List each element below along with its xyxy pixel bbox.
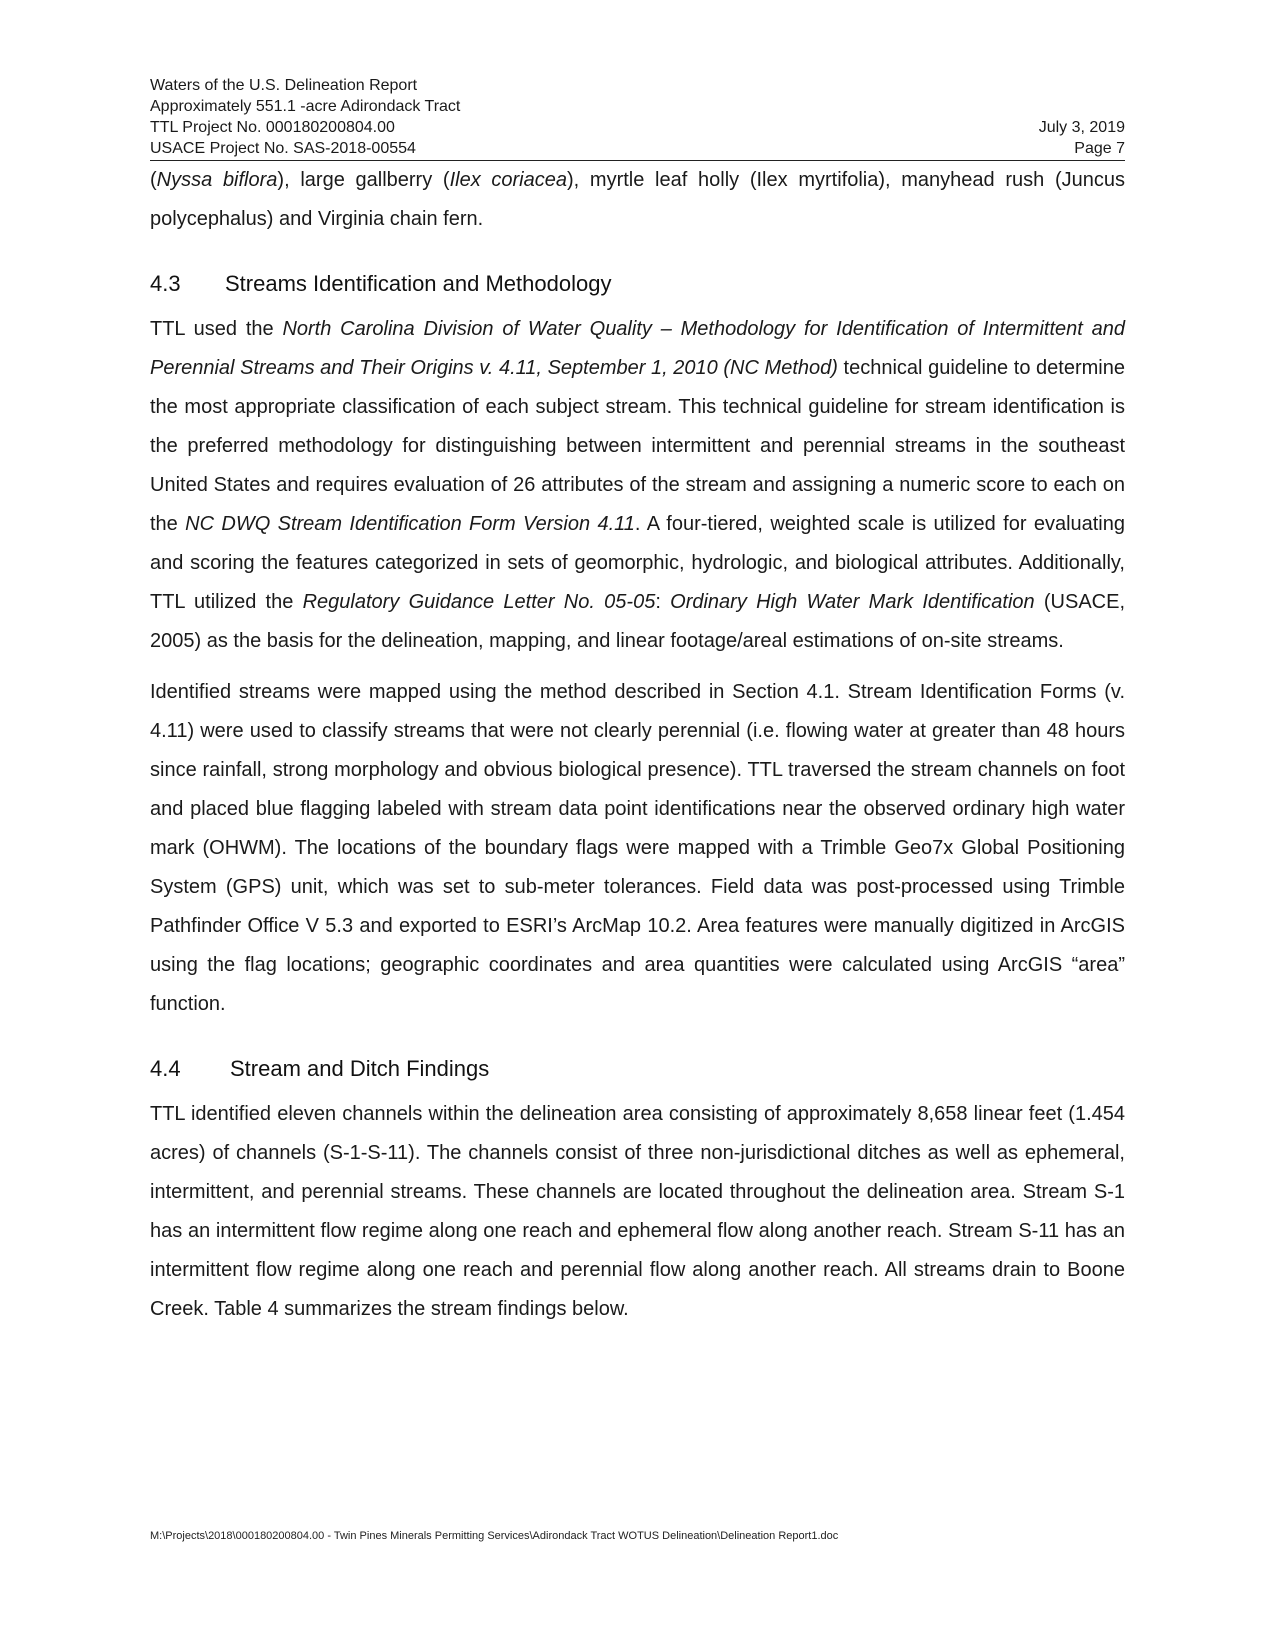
intro-italic-1: Nyssa biflora [156,169,278,191]
page-footer-file-path: M:\Projects\2018\000180200804.00 - Twin Pines Minerals Permitting Services\Adirondack Tract WOTUS Delineation\Delineation Report1.doc [150,1530,839,1542]
text-span: TTL used the [150,318,283,340]
text-span: . A four-tiered, weighted scale is utilized for evaluating and scoring the features categorized in sets of geomorphic, hydrologic, and biological attributes. Additionally, TTL utilized the [150,513,1126,613]
header-row-1 [150,75,1125,96]
text-span: technical guideline to determine the most appropriate classification of each subject stream. This technical guideline for stream identification is the preferred methodology for distinguishing between intermittent and perennial streams in the southeast United States and requires evaluation of 26 attributes of the stream and assigning a numeric score to each on the [150,357,1125,535]
intro-paragraph [150,161,1125,239]
header-tract: Approximately 551.1 -acre Adirondack Tract [150,98,461,115]
section-number: 4.4 [150,1056,181,1081]
paragraph-methodology [150,310,1125,661]
italic-span: Regulatory Guidance Letter No. 05-05 [302,591,656,613]
intro-italic-2: Ilex coriacea [449,169,567,191]
header-row-3 [150,117,1125,138]
intro-text-3: ), myrtle leaf holly (Ilex myrtifolia), manyhead rush (Juncus polycephalus) and Virginia chain fern. [150,169,1125,230]
intro-text-2: ), large gallberry ( [277,169,450,191]
document-body [150,161,1125,1329]
section-title: Stream and Ditch Findings [230,1056,490,1081]
header-report-title: Waters of the U.S. Delineation Report [150,77,418,94]
section-heading-4-3 [150,269,1125,299]
paragraph-findings: TTL identified eleven channels within the delineation area consisting of approximately 8,658 linear feet (1.454 acres) of channels (S-1-S-11). The channels consist of three non-jurisdictional ditches as well as ephemeral, intermittent, and perennial streams. These channels are located throughout the delineation area. Stream S-1 has an intermittent flow regime along one reach and ephemeral flow along another reach. Stream S-11 has an intermittent flow regime along one reach and perennial flow along another reach. All streams drain to Boone Creek. Table 4 summarizes the stream findings below. [150,1103,1125,1320]
intro-text-1: ( [150,169,157,191]
text-span: : [655,591,671,613]
page-header [150,75,1125,161]
paragraph-mapping: Identified streams were mapped using the method described in Section 4.1. Stream Identification Forms (v. 4.11) were used to classify streams that were not clearly perennial (i.e. flowing water at greater than 48 hours since rainfall, strong morphology and obvious biological presence). TTL traversed the stream channels on foot and placed blue flagging labeled with stream data point identifications near the observed ordinary high water mark (OHWM). The locations of the boundary flags were mapped with a Trimble Geo7x Global Positioning System (GPS) unit, which was set to sub-meter tolerances. Field data was post-processed using Trimble Pathfinder Office V 5.3 and exported to ESRI’s ArcMap 10.2. Area features were manually digitized in ArcGIS using the flag locations; geographic coordinates and area quantities were calculated using ArcGIS “area” function. [150,681,1125,1015]
section-title: Streams Identification and Methodology [225,271,612,296]
text-span: (USACE, 2005) as the basis for the delineation, mapping, and linear footage/areal estimations of on-site streams. [150,591,1126,652]
header-row-2 [150,96,1125,117]
italic-span: Ordinary High Water Mark Identification [670,591,1035,613]
section-number: 4.3 [150,271,181,296]
header-page-number: Page 7 [1074,140,1125,157]
header-usace-project: USACE Project No. SAS-2018-00554 [150,140,416,157]
header-date: July 3, 2019 [1038,119,1125,136]
header-ttl-project: TTL Project No. 000180200804.00 [150,119,395,136]
italic-span: NC DWQ Stream Identification Form Version 4.11 [185,513,635,535]
header-row-4 [150,138,1125,159]
section-heading-4-4 [150,1054,1125,1084]
italic-span: North Carolina Division of Water Quality – Methodology for Identification of Intermittent and Perennial Streams and Their Origins v. 4.11, September 1, 2010 (NC Method) [150,318,1125,379]
